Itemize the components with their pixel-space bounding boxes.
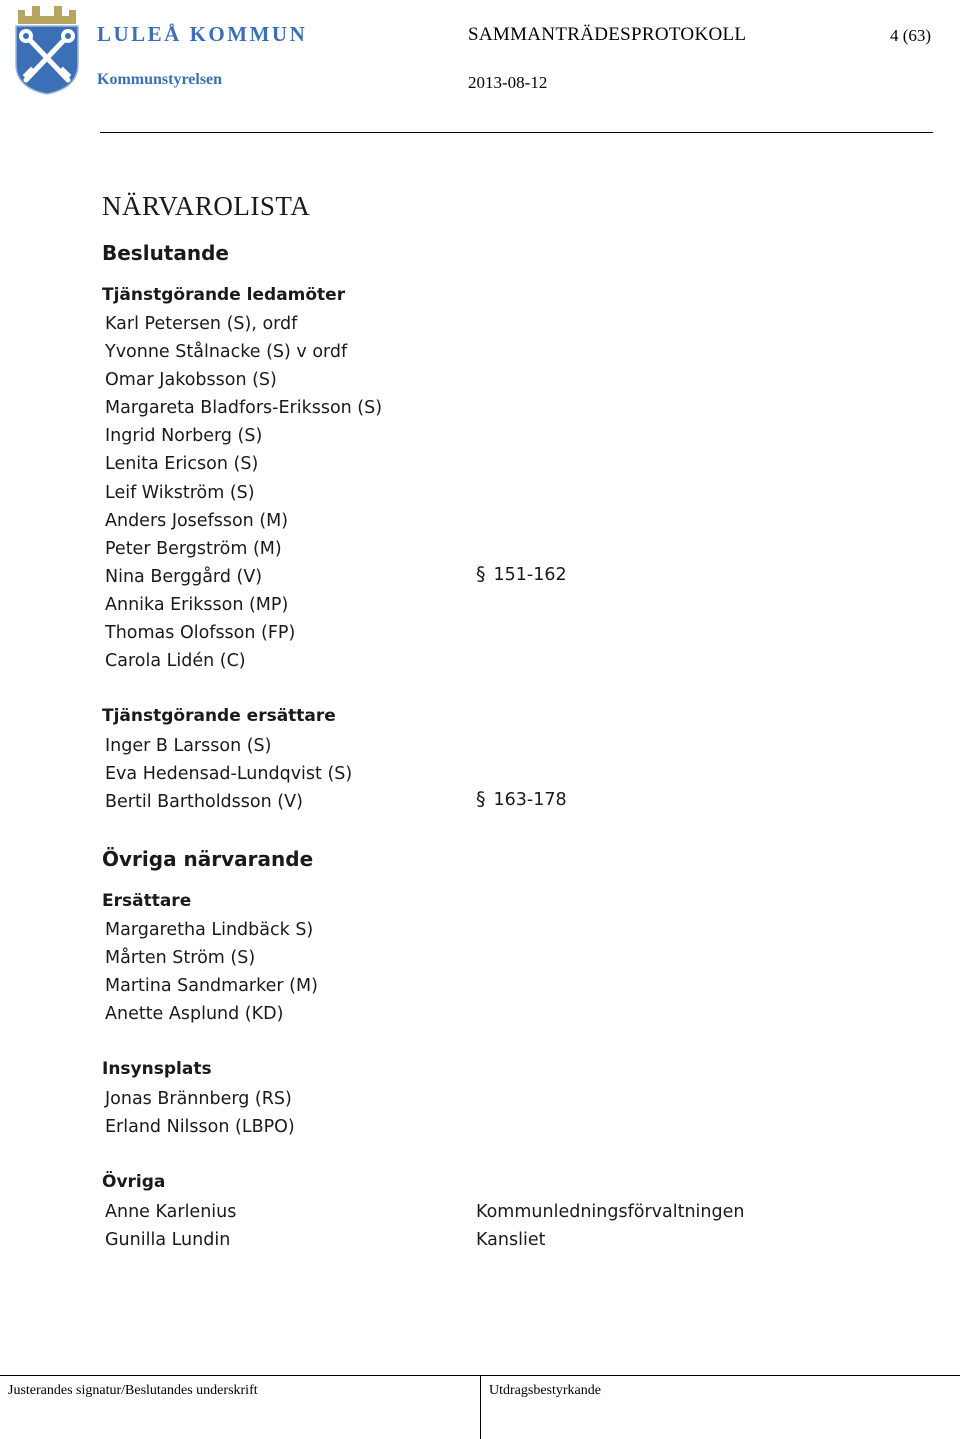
footer-vertical-divider [480, 1375, 481, 1439]
section-heading-beslutande: Beslutande [102, 241, 229, 265]
list-item: Margareta Bladfors-Eriksson (S) [105, 398, 383, 419]
members-list-ersattare [105, 732, 352, 816]
list-item: Karl Petersen (S), ordf [105, 314, 298, 334]
list-item: Omar Jakobsson (S) [105, 370, 277, 391]
list-item: Inger B Larsson (S) [105, 736, 272, 756]
subheading-tjanstgorande-ledamoter: Tjänstgörande ledamöter [102, 285, 346, 305]
list-item: Annika Eriksson (MP) [105, 594, 289, 615]
header-divider [100, 132, 933, 133]
list-item: Martina Sandmarker (M) [105, 976, 318, 997]
organization-name: LULEÅ KOMMUN [97, 22, 308, 46]
signature-label: Justerandes signatur/Beslutandes underskrift [8, 1383, 258, 1398]
subheading-ersattare: Ersättare [102, 891, 192, 911]
list-item: Gunilla Lundin [105, 1230, 231, 1251]
list-item: Nina Berggård (V) [105, 566, 263, 587]
subheading-tjanstgorande-ersattare: Tjänstgörande ersättare [102, 706, 336, 726]
list-item: Anders Josefsson (M) [105, 510, 289, 531]
paragraph-symbol: § [476, 788, 486, 810]
members-list-ledamoter [105, 310, 382, 675]
meeting-date: 2013-08-12 [468, 73, 548, 92]
list-item: Bertil Bartholdsson (V) [105, 792, 303, 813]
members-list-ovriga [105, 1198, 236, 1254]
subheading-insynsplats: Insynsplats [102, 1059, 212, 1079]
department-name: Kommunstyrelsen [97, 71, 223, 88]
organizations-list-ovriga [476, 1198, 744, 1254]
list-item: Yvonne Stålnacke (S) v ordf [105, 342, 348, 363]
paragraph-range-ersattare [476, 788, 567, 810]
list-item: Carola Lidén (C) [105, 651, 246, 672]
list-item: Mårten Ström (S) [105, 948, 256, 969]
list-item: Margaretha Lindbäck S) [105, 920, 314, 940]
paragraph-range-ledamoter [476, 563, 567, 585]
members-list-ovriga-ersattare [105, 916, 318, 1028]
lulea-coat-of-arms-icon [12, 4, 82, 96]
list-item: Ingrid Norberg (S) [105, 426, 263, 447]
paragraph-range: 163-178 [493, 790, 567, 810]
list-item: Peter Bergström (M) [105, 538, 282, 559]
list-item: Lenita Ericson (S) [105, 454, 259, 475]
extract-certification-label: Utdragsbestyrkande [489, 1383, 601, 1398]
page-number: 4 (63) [890, 26, 932, 45]
subheading-ovriga: Övriga [102, 1172, 166, 1192]
list-item: Jonas Brännberg (RS) [105, 1089, 292, 1109]
list-item: Thomas Olofsson (FP) [105, 623, 296, 644]
list-item: Anette Asplund (KD) [105, 1004, 284, 1025]
list-item: Kommunledningsförvaltningen [476, 1202, 745, 1222]
members-list-insynsplats [105, 1085, 295, 1141]
list-item: Kansliet [476, 1230, 546, 1251]
list-item: Eva Hedensad-Lundqvist (S) [105, 764, 353, 785]
paragraph-range: 151-162 [493, 565, 567, 585]
document-type: SAMMANTRÄDESPROTOKOLL [468, 24, 747, 45]
paragraph-symbol: § [476, 563, 486, 585]
page-title: NÄRVAROLISTA [102, 191, 311, 221]
list-item: Anne Karlenius [105, 1202, 237, 1222]
list-item: Leif Wikström (S) [105, 482, 255, 503]
section-heading-ovriga-narvarande: Övriga närvarande [102, 847, 314, 871]
list-item: Erland Nilsson (LBPO) [105, 1117, 295, 1138]
coat-of-arms-logo [12, 4, 82, 96]
